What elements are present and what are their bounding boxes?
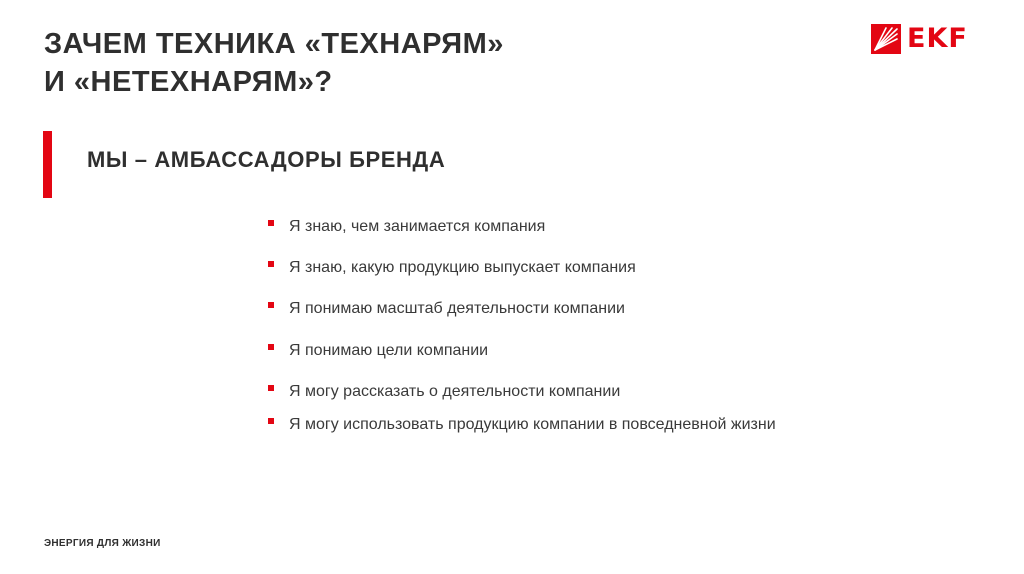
bullet-square-icon [268,418,274,424]
bullet-item-6 [268,415,776,435]
bullet-item-2 [268,258,636,278]
ekf-logo [871,24,968,54]
bullet-text: Я знаю, какую продукцию выпускает компания [289,259,636,276]
section-heading: МЫ – АМБАССАДОРЫ БРЕНДА [87,147,446,172]
accent-bar [43,131,52,198]
bullet-square-icon [268,385,274,391]
bullet-item-3 [268,299,625,319]
bullet-text: Я знаю, чем занимается компания [289,218,546,235]
bullet-square-icon [268,302,274,308]
bullet-item-1 [268,217,545,237]
bullet-text: Я могу рассказать о деятельности компании [289,383,621,400]
bullet-item-5 [268,382,620,402]
bullet-square-icon [268,220,274,226]
bullet-text: Я понимаю масштаб деятельности компании [289,300,625,317]
slide-title-line-1: ЗАЧЕМ ТЕХНИКА «ТЕХНАРЯМ» [44,28,504,60]
bullet-square-icon [268,344,274,350]
slide-title [44,25,504,101]
ekf-logo-text: EKF [907,23,968,54]
slide-title-line-2: И «НЕТЕХНАРЯМ»? [44,66,333,98]
bullet-item-4 [268,341,488,361]
bullet-text: Я могу использовать продукцию компании в повседневной жизни [289,416,776,433]
bullet-square-icon [268,261,274,267]
footer-slogan: ЭНЕРГИЯ ДЛЯ ЖИЗНИ [44,538,161,549]
ekf-logo-icon [871,24,901,54]
bullet-text: Я понимаю цели компании [289,342,489,359]
